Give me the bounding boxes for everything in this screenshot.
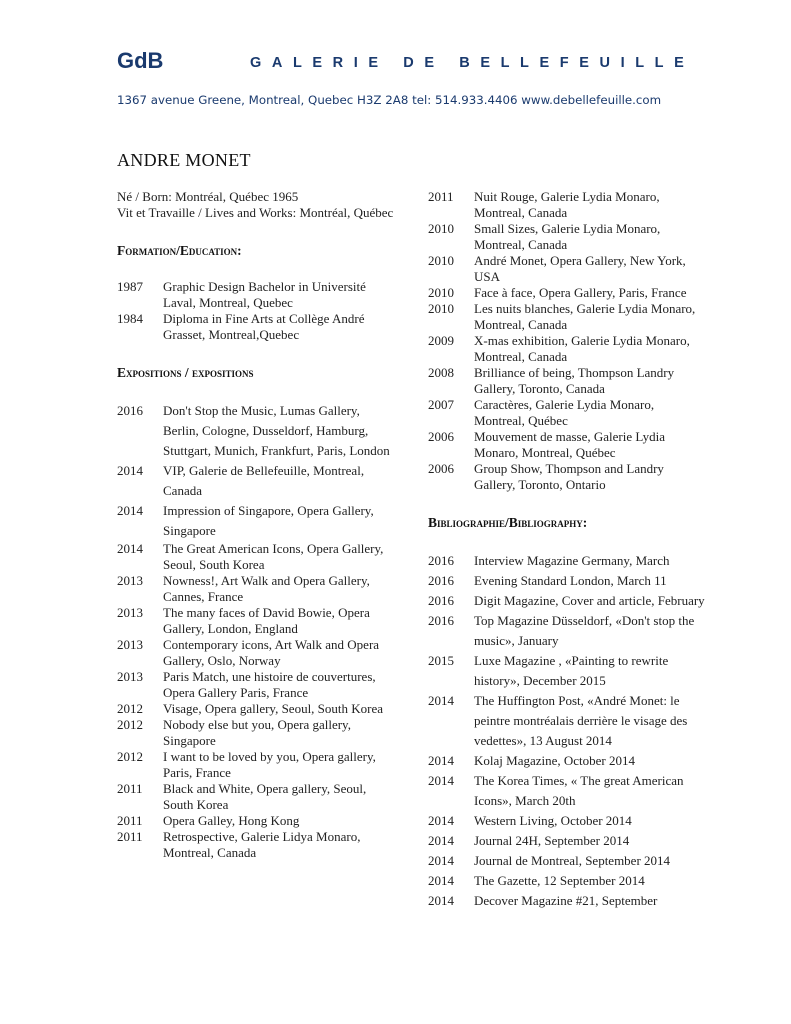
entry-year: 1984 — [117, 311, 143, 326]
entry-text: The Huffington Post, «André Monet: le peintre montréalais derrière le visage des vedettes», 13 August 2014 — [474, 693, 688, 748]
entry-year: 2011 — [117, 813, 143, 828]
entry-year: 2014 — [428, 773, 454, 788]
entry-year: 2009 — [428, 333, 454, 348]
list-item — [428, 771, 708, 811]
list-item — [117, 311, 397, 343]
entry-text: I want to be loved by you, Opera gallery, Paris, France — [163, 749, 376, 780]
entry-text: Caractères, Galerie Lydia Monaro, Montreal, Québec — [474, 397, 655, 428]
list-item — [428, 429, 708, 461]
entry-text: Contemporary icons, Art Walk and Opera Gallery, Oslo, Norway — [163, 637, 380, 668]
list-item — [428, 253, 708, 285]
list-item — [428, 189, 708, 221]
entry-text: Mouvement de masse, Galerie Lydia Monaro, Montreal, Québec — [474, 429, 665, 460]
list-item — [117, 279, 397, 311]
list-item — [428, 285, 708, 301]
entry-text: Western Living, October 2014 — [474, 813, 632, 828]
entry-text: Journal 24H, September 2014 — [474, 833, 630, 848]
entry-year: 2014 — [428, 693, 454, 708]
entry-text: Graphic Design Bachelor in Université Laval, Montreal, Quebec — [163, 279, 366, 310]
entry-text: Opera Galley, Hong Kong — [163, 813, 300, 828]
entry-text: Nowness!, Art Walk and Opera Gallery, Cannes, France — [163, 573, 370, 604]
entry-year: 2016 — [428, 573, 454, 588]
entry-year: 2010 — [428, 301, 454, 316]
entry-text: The many faces of David Bowie, Opera Gallery, London, England — [163, 605, 370, 636]
list-item — [428, 691, 708, 751]
entry-text: Retrospective, Galerie Lidya Monaro, Montreal, Canada — [163, 829, 361, 860]
lives-line: Vit et Travaille / Lives and Works: Montréal, Québec — [117, 205, 394, 220]
entry-text: The Gazette, 12 September 2014 — [474, 873, 645, 888]
entry-text: Black and White, Opera gallery, Seoul, South Korea — [163, 781, 367, 812]
list-item — [117, 501, 397, 541]
entry-year: 2016 — [428, 613, 454, 628]
entry-text: Visage, Opera gallery, Seoul, South Korea — [163, 701, 384, 716]
list-item — [428, 891, 708, 911]
entry-year: 2013 — [117, 637, 143, 652]
entry-text: Nobody else but you, Opera gallery, Singapore — [163, 717, 351, 748]
expositions-heading: Expositions / expositions — [117, 365, 254, 380]
entry-text: Interview Magazine Germany, March — [474, 553, 670, 568]
entry-text: Kolaj Magazine, October 2014 — [474, 753, 636, 768]
list-item — [117, 749, 397, 781]
list-item — [428, 365, 708, 397]
entry-text: Digit Magazine, Cover and article, February — [474, 593, 705, 608]
list-item — [428, 221, 708, 253]
entry-text: VIP, Galerie de Bellefeuille, Montreal, Canada — [163, 463, 365, 498]
bibliography-list — [428, 551, 708, 911]
entry-text: Evening Standard London, March 11 — [474, 573, 667, 588]
entry-year: 2015 — [428, 653, 454, 668]
entry-text: Group Show, Thompson and Landry Gallery, Toronto, Ontario — [474, 461, 664, 492]
gallery-address: 1367 avenue Greene, Montreal, Quebec H3Z 2A8 tel: 514.933.4406 www.debellefeuille.com — [117, 93, 662, 107]
entry-year: 2013 — [117, 669, 143, 684]
list-item — [117, 637, 397, 669]
list-item — [117, 401, 397, 461]
entry-year: 2011 — [117, 781, 143, 796]
list-item — [428, 301, 708, 333]
list-item — [117, 669, 397, 701]
entry-text: Small Sizes, Galerie Lydia Monaro, Montreal, Canada — [474, 221, 661, 252]
entry-year: 2010 — [428, 253, 454, 268]
list-item — [428, 591, 708, 611]
entry-year: 2014 — [428, 873, 454, 888]
entry-text: Paris Match, une histoire de couvertures, Opera Gallery Paris, France — [163, 669, 376, 700]
education-heading: Formation/Education: — [117, 243, 242, 258]
list-item — [117, 781, 397, 813]
entry-text: Journal de Montreal, September 2014 — [474, 853, 671, 868]
entry-text: Impression of Singapore, Opera Gallery, Singapore — [163, 503, 374, 538]
list-item — [428, 831, 708, 851]
entry-year: 2014 — [428, 833, 454, 848]
artist-name: ANDRE MONET — [117, 150, 251, 170]
list-item — [117, 605, 397, 637]
list-item — [428, 551, 708, 571]
list-item — [428, 397, 708, 429]
entry-year: 2012 — [117, 717, 143, 732]
list-item — [117, 701, 397, 717]
entry-text: X-mas exhibition, Galerie Lydia Monaro, Montreal, Canada — [474, 333, 690, 364]
list-item — [428, 571, 708, 591]
list-item — [428, 851, 708, 871]
list-item — [428, 811, 708, 831]
entry-year: 2013 — [117, 605, 143, 620]
entry-text: Brilliance of being, Thompson Landry Gallery, Toronto, Canada — [474, 365, 675, 396]
list-item — [428, 461, 708, 493]
entry-year: 2014 — [428, 853, 454, 868]
entry-year: 2016 — [117, 403, 143, 418]
list-item — [117, 541, 397, 573]
bibliography-heading: Bibliographie/Bibliography: — [428, 515, 588, 530]
list-item — [428, 871, 708, 891]
entry-year: 2014 — [117, 463, 143, 478]
entry-text: The Korea Times, « The great American Icons», March 20th — [474, 773, 684, 808]
entry-year: 2006 — [428, 429, 454, 444]
entry-text: Face à face, Opera Gallery, Paris, France — [474, 285, 687, 300]
list-item — [428, 333, 708, 365]
entry-year: 2016 — [428, 553, 454, 568]
entry-year: 2011 — [428, 189, 454, 204]
entry-year: 2014 — [428, 813, 454, 828]
entry-year: 2014 — [428, 753, 454, 768]
entry-year: 2010 — [428, 221, 454, 236]
entry-year: 2012 — [117, 749, 143, 764]
born-line: Né / Born: Montréal, Québec 1965 — [117, 189, 299, 204]
entry-text: Nuit Rouge, Galerie Lydia Monaro, Montreal, Canada — [474, 189, 660, 220]
entry-year: 1987 — [117, 279, 143, 294]
entry-year: 2014 — [428, 893, 454, 908]
entry-text: Top Magazine Düsseldorf, «Don't stop the music», January — [474, 613, 695, 648]
gallery-name: GALERIE DE BELLEFEUILLE — [250, 55, 695, 71]
list-item — [117, 829, 397, 861]
list-item — [117, 717, 397, 749]
entry-text: Luxe Magazine , «Painting to rewrite history», December 2015 — [474, 653, 669, 688]
left-column — [117, 189, 397, 861]
entry-text: Decover Magazine #21, September — [474, 893, 658, 908]
expositions-list — [117, 541, 397, 861]
entry-year: 2014 — [117, 503, 143, 518]
entry-text: The Great American Icons, Opera Gallery, Seoul, South Korea — [163, 541, 384, 572]
list-item — [117, 461, 397, 501]
list-item — [117, 813, 397, 829]
entry-year: 2011 — [117, 829, 143, 844]
gallery-logo: GdB — [117, 48, 164, 73]
entry-year: 2014 — [117, 541, 143, 556]
entry-year: 2016 — [428, 593, 454, 608]
expositions-list-continued — [428, 189, 708, 493]
entry-year: 2006 — [428, 461, 454, 476]
education-list — [117, 279, 397, 343]
entry-year: 2013 — [117, 573, 143, 588]
list-item — [117, 573, 397, 605]
entry-text: Les nuits blanches, Galerie Lydia Monaro, Montreal, Canada — [474, 301, 696, 332]
entry-year: 2008 — [428, 365, 454, 380]
entry-text: André Monet, Opera Gallery, New York, USA — [474, 253, 686, 284]
right-column — [428, 189, 708, 911]
list-item — [428, 611, 708, 651]
list-item — [428, 651, 708, 691]
entry-text: Diploma in Fine Arts at Collège André Grasset, Montreal,Quebec — [163, 311, 365, 342]
expositions-list-loose — [117, 401, 397, 541]
entry-year: 2010 — [428, 285, 454, 300]
bio-block — [117, 189, 397, 221]
entry-year: 2012 — [117, 701, 143, 716]
entry-year: 2007 — [428, 397, 454, 412]
entry-text: Don't Stop the Music, Lumas Gallery, Berlin, Cologne, Dusseldorf, Hamburg, Stuttgart, Munich, Frankfurt, Paris, London — [163, 403, 390, 458]
list-item — [428, 751, 708, 771]
